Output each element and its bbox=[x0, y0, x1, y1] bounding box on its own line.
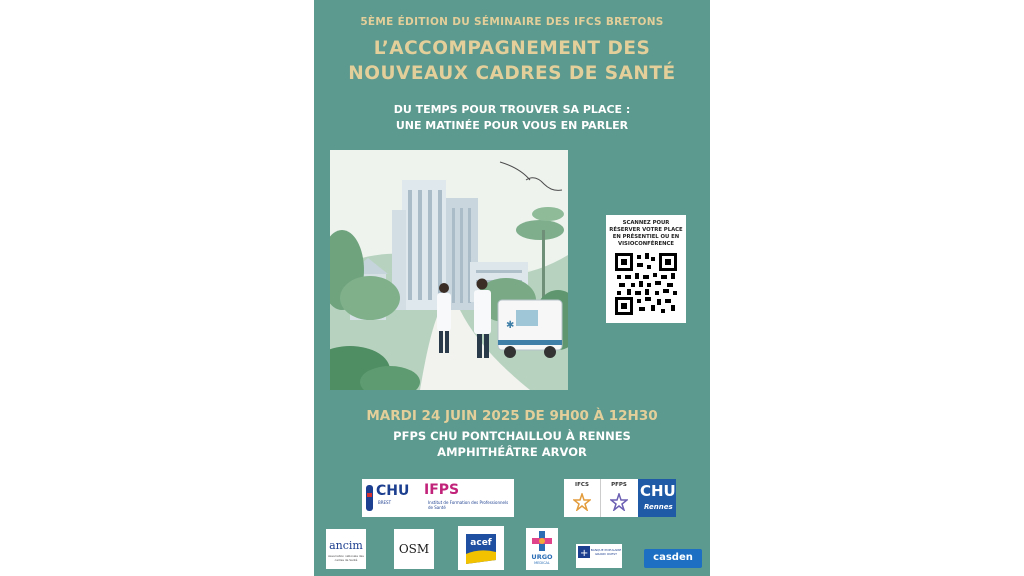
poster-title bbox=[314, 36, 710, 86]
title-line-1: L’ACCOMPAGNEMENT DES bbox=[373, 38, 651, 59]
urgo-logo bbox=[526, 528, 558, 570]
acef-word: acef bbox=[470, 538, 492, 548]
brest-word: BREST bbox=[378, 500, 392, 505]
poster bbox=[314, 0, 710, 576]
qr-instructions: SCANNEZ POUR RÉSERVER VOTRE PLACE EN PRÉSENTIEL OU EN VISIOCONFÉRENCE bbox=[609, 220, 683, 247]
star-icon bbox=[610, 493, 628, 511]
osm-logo bbox=[394, 529, 434, 569]
qr-code-icon[interactable] bbox=[615, 253, 677, 315]
acef-emblem-icon bbox=[462, 530, 500, 566]
urgo-subtitle: MEDICAL bbox=[534, 561, 550, 565]
ancim-subtitle: Association nationale des cadres de Santé bbox=[328, 554, 364, 562]
chu-rennes-word: CHU bbox=[640, 482, 676, 500]
osm-word: OSM bbox=[398, 542, 430, 556]
ifps-fullname: Institut de Formation des Professionnels de Santé bbox=[428, 500, 509, 510]
banque-word: BANQUE POPULAIRE GRAND OUEST bbox=[590, 548, 622, 556]
casden-word: casden bbox=[653, 552, 693, 563]
venue-line-2: AMPHITHÉÂTRE ARVOR bbox=[437, 445, 587, 459]
ifps-word: IFPS bbox=[424, 482, 460, 498]
ifcs-pfps-chu-logo bbox=[564, 479, 676, 517]
pfps-logo bbox=[601, 479, 637, 517]
chu-brest-emblem-icon bbox=[364, 485, 375, 511]
chu-ifps-logo bbox=[362, 479, 514, 517]
svg-text:✱: ✱ bbox=[506, 320, 515, 331]
chu-rennes-logo bbox=[638, 479, 676, 517]
qr-panel bbox=[606, 215, 686, 323]
chu-word: CHU bbox=[376, 483, 410, 499]
svg-text:+: + bbox=[580, 548, 589, 558]
casden-logo bbox=[644, 549, 702, 568]
hospital-illustration bbox=[330, 150, 568, 390]
venue-line-1: PFPS CHU PONTCHAILLOU À RENNES bbox=[393, 429, 631, 443]
event-venue bbox=[314, 428, 710, 460]
urgo-cross-icon bbox=[532, 531, 552, 551]
star-icon bbox=[573, 493, 591, 511]
banque-emblem-icon bbox=[578, 546, 590, 558]
edition-label: 5ÈME ÉDITION DU SÉMINAIRE DES IFCS BRETONS bbox=[360, 16, 664, 28]
subtitle-line-2: UNE MATINÉE POUR VOUS EN PARLER bbox=[395, 119, 629, 132]
banque-populaire-logo bbox=[576, 544, 622, 568]
subtitle-line-1: DU TEMPS POUR TROUVER SA PLACE : bbox=[393, 103, 631, 116]
rennes-word: Rennes bbox=[644, 503, 673, 511]
event-date: MARDI 24 JUIN 2025 DE 9H00 À 12H30 bbox=[366, 408, 658, 424]
acef-logo bbox=[458, 526, 504, 570]
pfps-label: PFPS bbox=[611, 482, 627, 488]
poster-subtitle bbox=[314, 102, 710, 134]
urgo-word: URGO bbox=[531, 553, 553, 561]
title-line-2: NOUVEAUX CADRES DE SANTÉ bbox=[348, 63, 676, 84]
ancim-word: ancim bbox=[329, 539, 363, 552]
ancim-logo bbox=[326, 529, 366, 569]
ifcs-logo bbox=[564, 479, 601, 517]
ifcs-label: IFCS bbox=[575, 482, 589, 488]
